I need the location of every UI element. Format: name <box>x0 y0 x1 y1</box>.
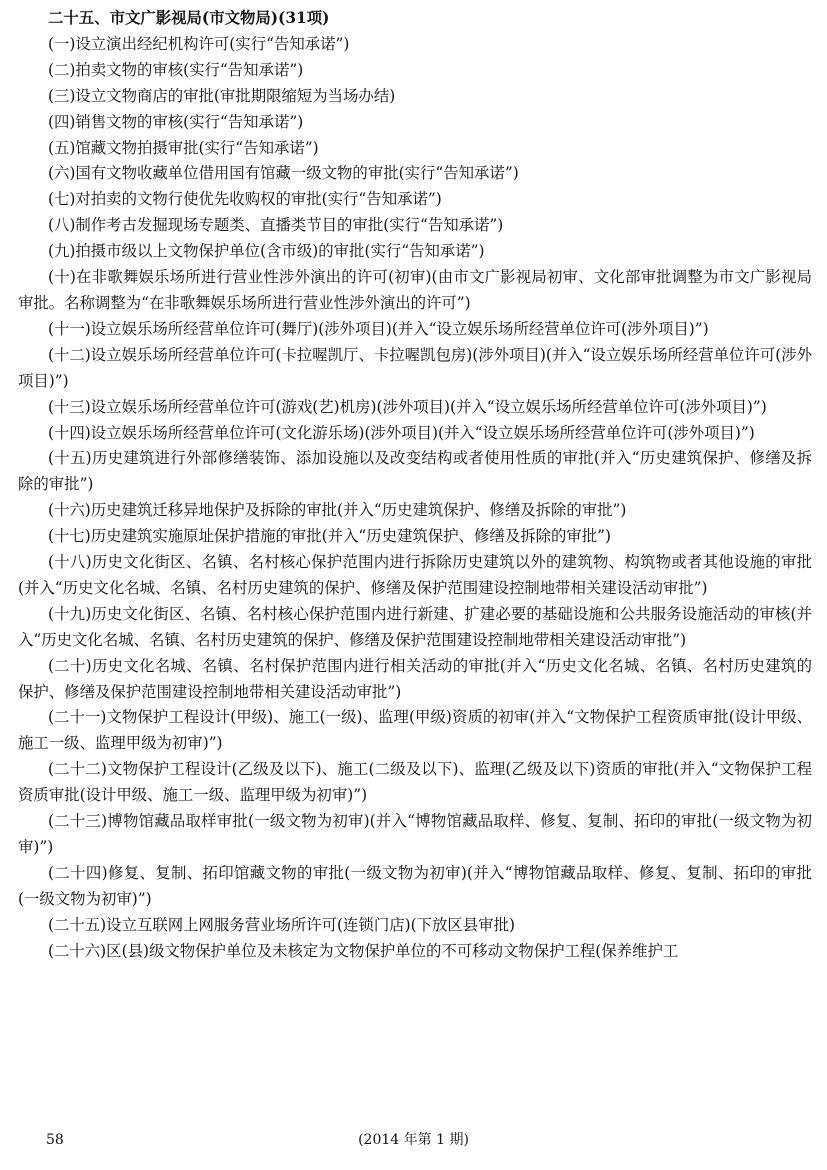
list-item: (二十五)设立互联网上网服务营业场所许可(连锁门店)(下放区县审批) <box>48 915 515 934</box>
list-item: (十二)设立娱乐场所经营单位许可(卡拉喔凯厅、卡拉喔凯包房)(涉外项目)(并入“设立娱乐场所经营单位许可(涉外项目)”) <box>18 345 812 390</box>
section-heading: 二十五、市文广影视局(市文物局)(31项) <box>48 9 330 27</box>
list-item: (十六)历史建筑迁移异地保护及拆除的审批(并入“历史建筑保护、修缮及拆除的审批”) <box>48 501 627 520</box>
list-item: (十)在非歌舞娱乐场所进行营业性涉外演出的许可(初审)(由市文广影视局初审、文化部审批调整为市文广影视局审批。名称调整为“在非歌舞娱乐场所进行营业性涉外演出的许可”) <box>18 268 812 312</box>
list-item: (四)销售文物的审核(实行“告知承诺”) <box>48 112 304 131</box>
page-number: 58 <box>46 1132 64 1148</box>
list-item: (二十)历史文化名城、名镇、名村保护范围内进行相关活动的审批(并入“历史文化名城、名镇、名村历史建筑的保护、修缮及保护范围建设控制地带相关建设活动审批”) <box>18 656 812 701</box>
list-item: (二十三)博物馆藏品取样审批(一级文物为初审)(并入“博物馆藏品取样、修复、复制、拓印的审批(一级文物为初审)”) <box>18 812 812 856</box>
list-item: (十三)设立娱乐场所经营单位许可(游戏(艺)机房)(涉外项目)(并入“设立娱乐场所经营单位许可(涉外项目)”) <box>48 397 767 416</box>
list-item: (八)制作考古发掘现场专题类、直播类节目的审批(实行“告知承诺”) <box>48 216 504 235</box>
list-item: (二十二)文物保护工程设计(乙级及以下)、施工(二级及以下)、监理(乙级及以下)资质的审批(并入“文物保护工程资质审批(设计甲级、施工一级、监理甲级为初审)”) <box>18 760 812 805</box>
list-item: (五)馆藏文物拍摄审批(实行“告知承诺”) <box>48 138 319 157</box>
document-body <box>18 6 812 965</box>
list-item: (二十六)区(县)级文物保护单位及未核定为文物保护单位的不可移动文物保护工程(保养维护工 <box>48 941 679 960</box>
item-list <box>18 32 812 965</box>
list-item: (二十四)修复、复制、拓印馆藏文物的审批(一级文物为初审)(并入“博物馆藏品取样、修复、复制、拓印的审批(一级文物为初审)”) <box>18 863 812 908</box>
list-item: (十四)设立娱乐场所经营单位许可(文化游乐场)(涉外项目)(并入“设立娱乐场所经营单位许可(涉外项目)”) <box>48 423 755 442</box>
list-item: (一)设立演出经纪机构许可(实行“告知承诺”) <box>48 34 350 53</box>
list-item: (十七)历史建筑实施原址保护措施的审批(并入“历史建筑保护、修缮及拆除的审批”) <box>48 527 612 546</box>
issue-label: (2014 年第 1 期) <box>358 1132 469 1148</box>
list-item: (九)拍摄市级以上文物保护单位(含市级)的审批(实行“告知承诺”) <box>48 242 485 261</box>
list-item: (三)设立文物商店的审批(审批期限缩短为当场办结) <box>48 86 396 105</box>
list-item: (七)对拍卖的文物行使优先收购权的审批(实行“告知承诺”) <box>48 190 442 209</box>
list-item: (十一)设立娱乐场所经营单位许可(舞厅)(涉外项目)(并入“设立娱乐场所经营单位许可(涉外项目)”) <box>48 319 709 338</box>
list-item: (二)拍卖文物的审核(实行“告知承诺”) <box>48 60 304 79</box>
list-item: (六)国有文物收藏单位借用国有馆藏一级文物的审批(实行“告知承诺”) <box>48 164 519 183</box>
list-item: (十五)历史建筑进行外部修缮装饰、添加设施以及改变结构或者使用性质的审批(并入“历史建筑保护、修缮及拆除的审批”) <box>18 449 812 494</box>
list-item: (十九)历史文化街区、名镇、名村核心保护范围内进行新建、扩建必要的基础设施和公共服务设施活动的审核(并入“历史文化名城、名镇、名村历史建筑的保护、修缮及保护范围建设控制地带相关建设活动审批”) <box>18 604 812 649</box>
list-item: (十八)历史文化街区、名镇、名村核心保护范围内进行拆除历史建筑以外的建筑物、构筑物或者其他设施的审批(并入“历史文化名城、名镇、名村历史建筑的保护、修缮及保护范围建设控制地带相关建设活动审批”) <box>18 553 812 597</box>
list-item: (二十一)文物保护工程设计(甲级)、施工(一级)、监理(甲级)资质的初审(并入“文物保护工程资质审批(设计甲级、施工一级、监理甲级为初审)”) <box>18 708 812 753</box>
